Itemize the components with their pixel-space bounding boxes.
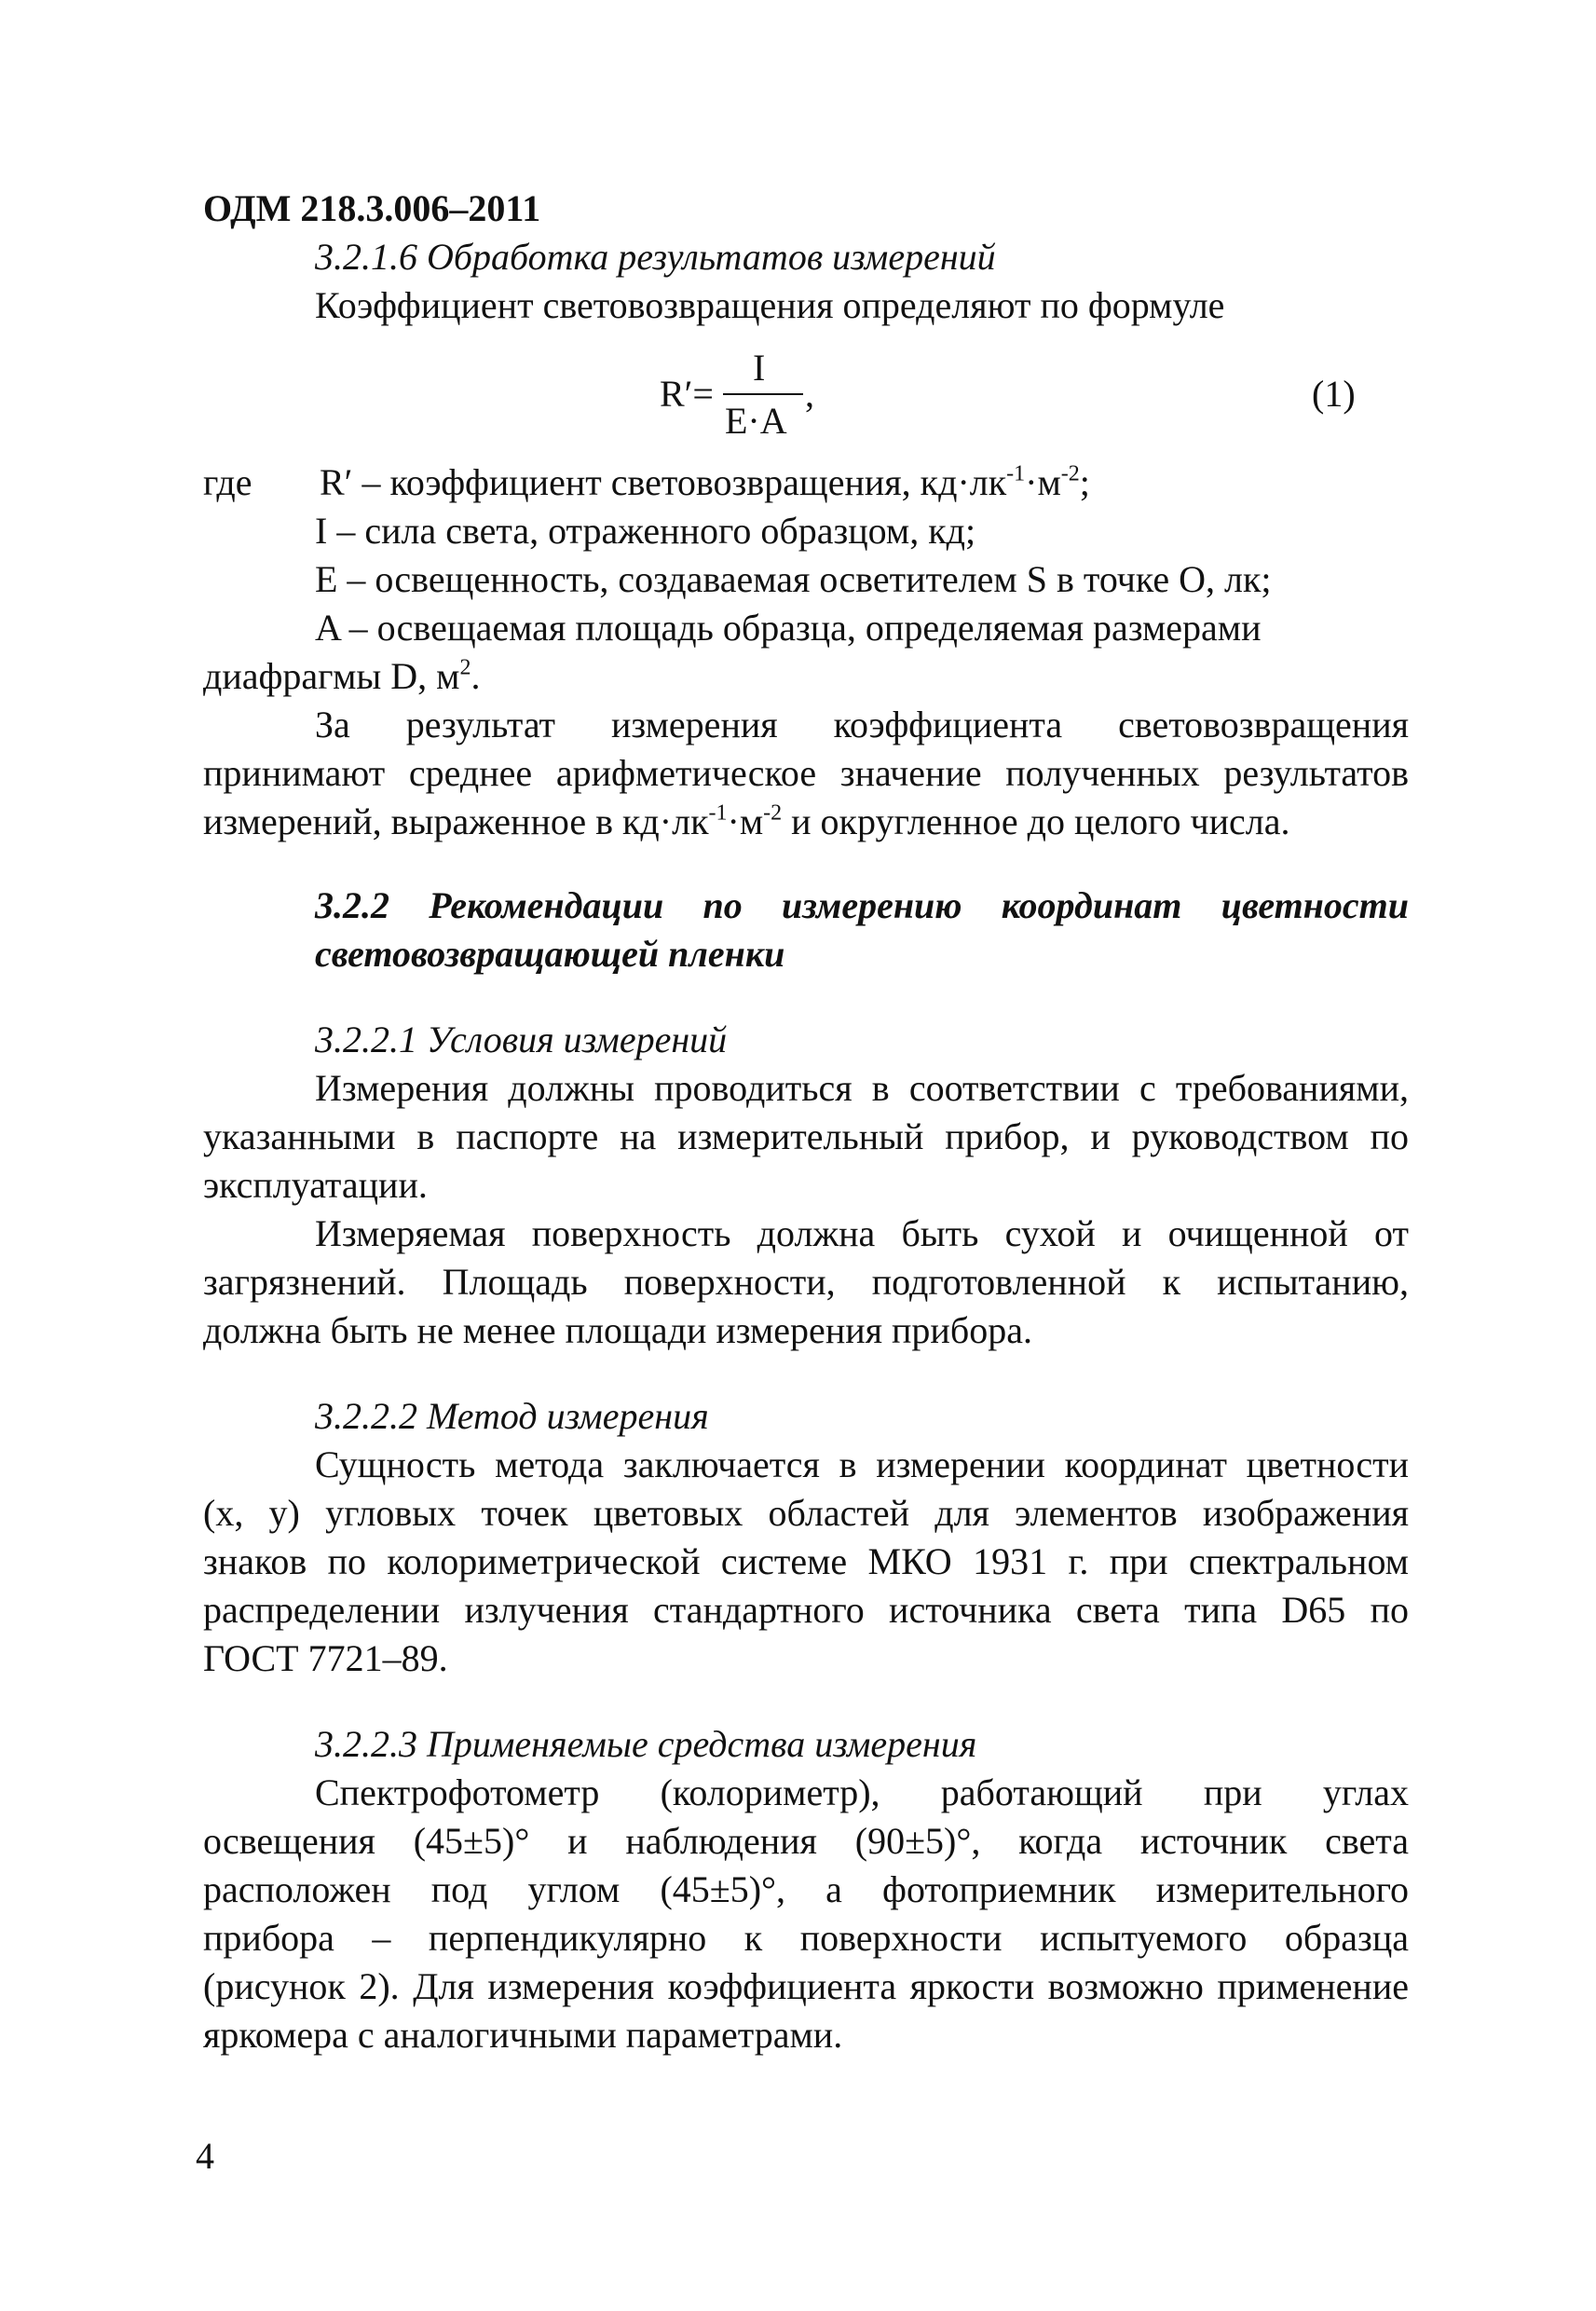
paragraph-line: эксплуатации. bbox=[203, 1164, 428, 1206]
paragraph-line: яркомера с аналогичными параметрами. bbox=[203, 2014, 843, 2056]
paragraph-line: (рисунок 2). Для измерения коэффициента яркости возможно применение bbox=[203, 1965, 1409, 2007]
def-i: I – сила света, отраженного образцом, кд; bbox=[315, 510, 976, 552]
result-line-3: измерений, выраженное в $кд\cdot лк^{-1}\cdot м^{-2}$ и округленное до целого числа. bbox=[203, 800, 1290, 842]
def-a-line2: диафрагмы D, $м^2$. bbox=[203, 655, 481, 697]
paragraph-line: указанными в паспорте на измерительный прибор, и руководством по bbox=[203, 1115, 1409, 1157]
section-322-title-line-1: 3.2.2 Рекомендации по измерению координат цветности bbox=[315, 884, 1409, 926]
page-number: 4 bbox=[196, 2135, 214, 2177]
section-322-title-line-2: световозвращающей пленки bbox=[315, 933, 785, 975]
def-e: E – освещенность, создаваемая осветителем S в точке O, лк; bbox=[315, 558, 1272, 600]
paragraph-line: распределении излучения стандартного источника света типа D65 по bbox=[203, 1589, 1409, 1631]
paragraph-line: должна быть не менее площади измерения прибора. bbox=[203, 1309, 1032, 1351]
formula-numerator: I bbox=[753, 347, 766, 389]
paragraph-line: Спектрофотометр (колориметр), работающий при углах bbox=[315, 1771, 1409, 1813]
paragraph-line: освещения (45±5)° и наблюдения (90±5)°, когда источник света bbox=[203, 1820, 1409, 1862]
paragraph-line: знаков по колориметрической системе МКО 1931 г. при спектральном bbox=[203, 1540, 1409, 1582]
result-line-2: принимают среднее арифметическое значение полученных результатов bbox=[203, 752, 1409, 794]
formula-trail: , bbox=[805, 373, 814, 415]
paragraph-line: ГОСТ 7721–89. bbox=[203, 1637, 448, 1679]
paragraph-line: загрязнений. Площадь поверхности, подготовленной к испытанию, bbox=[203, 1261, 1409, 1303]
paragraph-line: прибора – перпендикулярно к поверхности испытуемого образца bbox=[203, 1917, 1409, 1959]
paragraph-line: Измеряемая поверхность должна быть сухой и очищенной от bbox=[315, 1212, 1409, 1254]
formula-lhs: R′= bbox=[660, 373, 714, 415]
formula-denominator: E·A bbox=[725, 400, 787, 442]
paragraph-line: Сущность метода заключается в измерении координат цветности bbox=[315, 1443, 1409, 1485]
def-r: R′ – коэффициент световозвращения, $кд\cdot лк^{-1}\cdot м^{-2}$; bbox=[320, 461, 1090, 503]
section-3216-title: 3.2.1.6 Обработка результатов измерений bbox=[315, 236, 996, 278]
paragraph-line: (x, y) угловых точек цветовых областей для элементов изображения bbox=[203, 1492, 1409, 1534]
paragraph-line: Измерения должны проводиться в соответствии с требованиями, bbox=[315, 1067, 1409, 1109]
section-3222-title: 3.2.2.2 Метод измерения bbox=[315, 1395, 709, 1437]
section-3223-title: 3.2.2.3 Применяемые средства измерения bbox=[315, 1723, 977, 1765]
result-line-1: За результат измерения коэффициента световозвращения bbox=[315, 704, 1409, 745]
formula-number: (1) bbox=[1312, 373, 1356, 415]
section-3221-title: 3.2.2.1 Условия измерений bbox=[315, 1019, 728, 1060]
document-code: ОДМ 218.3.006–2011 bbox=[203, 187, 541, 229]
formula-intro: Коэффициент световозвращения определяют по формуле bbox=[315, 284, 1225, 326]
def-a-line1: A – освещаемая площадь образца, определяемая размерами bbox=[315, 607, 1262, 649]
fraction-bar bbox=[723, 393, 803, 395]
paragraph-line: расположен под углом (45±5)°, а фотоприемник измерительного bbox=[203, 1868, 1409, 1910]
where-word: где bbox=[203, 461, 252, 503]
